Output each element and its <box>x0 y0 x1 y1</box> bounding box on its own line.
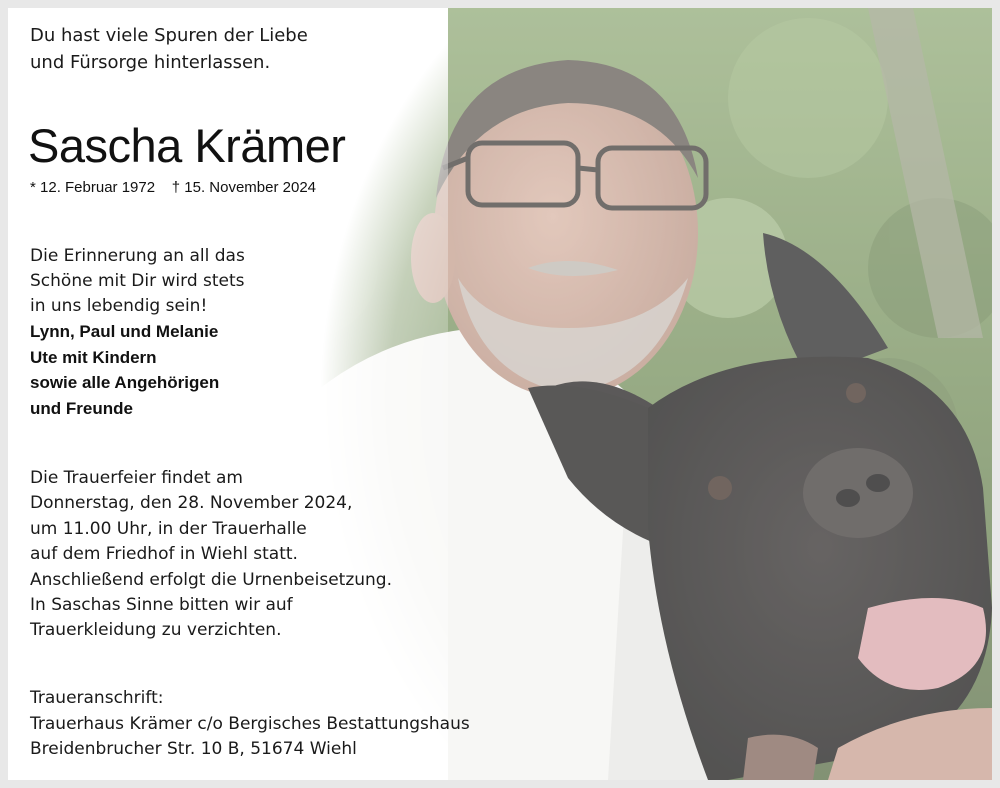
mourner-line: Lynn, Paul und Melanie <box>30 322 219 341</box>
service-line: Trauerkleidung zu verzichten. <box>30 620 282 641</box>
address-line: Traueranschrift: <box>30 688 164 708</box>
deceased-name: Sascha Krämer <box>28 119 346 172</box>
quote-line: und Fürsorge hinterlassen. <box>30 52 271 73</box>
memory-line: Die Erinnerung an all das <box>30 246 245 266</box>
service-line: Donnerstag, den 28. November 2024, <box>30 493 353 514</box>
service-line: In Saschas Sinne bitten wir auf <box>30 595 293 616</box>
obituary-notice <box>8 8 992 780</box>
service-line: auf dem Friedhof in Wiehl statt. <box>30 544 298 565</box>
quote-line: Du hast viele Spuren der Liebe <box>30 25 308 46</box>
service-line: Die Trauerfeier findet am <box>30 468 243 488</box>
birth-date: * 12. Februar 1972 <box>30 179 156 196</box>
mourner-line: Ute mit Kindern <box>30 347 157 367</box>
service-info <box>30 466 392 644</box>
mourners-list <box>30 319 219 421</box>
address-line: Trauerhaus Krämer c/o Bergisches Bestattungshaus <box>30 713 470 734</box>
service-line: um 11.00 Uhr, in der Trauerhalle <box>30 518 307 539</box>
memory-line: in uns lebendig sein! <box>30 296 208 316</box>
mourning-address <box>30 686 470 763</box>
death-date: † 15. November 2024 <box>171 179 317 196</box>
memory-line: Schöne mit Dir wird stets <box>30 271 245 291</box>
quote <box>30 22 308 76</box>
memory-text <box>30 244 245 319</box>
mourner-line: und Freunde <box>30 398 133 418</box>
mourner-line: sowie alle Angehörigen <box>30 373 220 392</box>
life-dates <box>30 178 316 198</box>
service-line: Anschließend erfolgt die Urnenbeisetzung. <box>30 569 392 590</box>
address-line: Breidenbrucher Str. 10 B, 51674 Wiehl <box>30 739 357 759</box>
